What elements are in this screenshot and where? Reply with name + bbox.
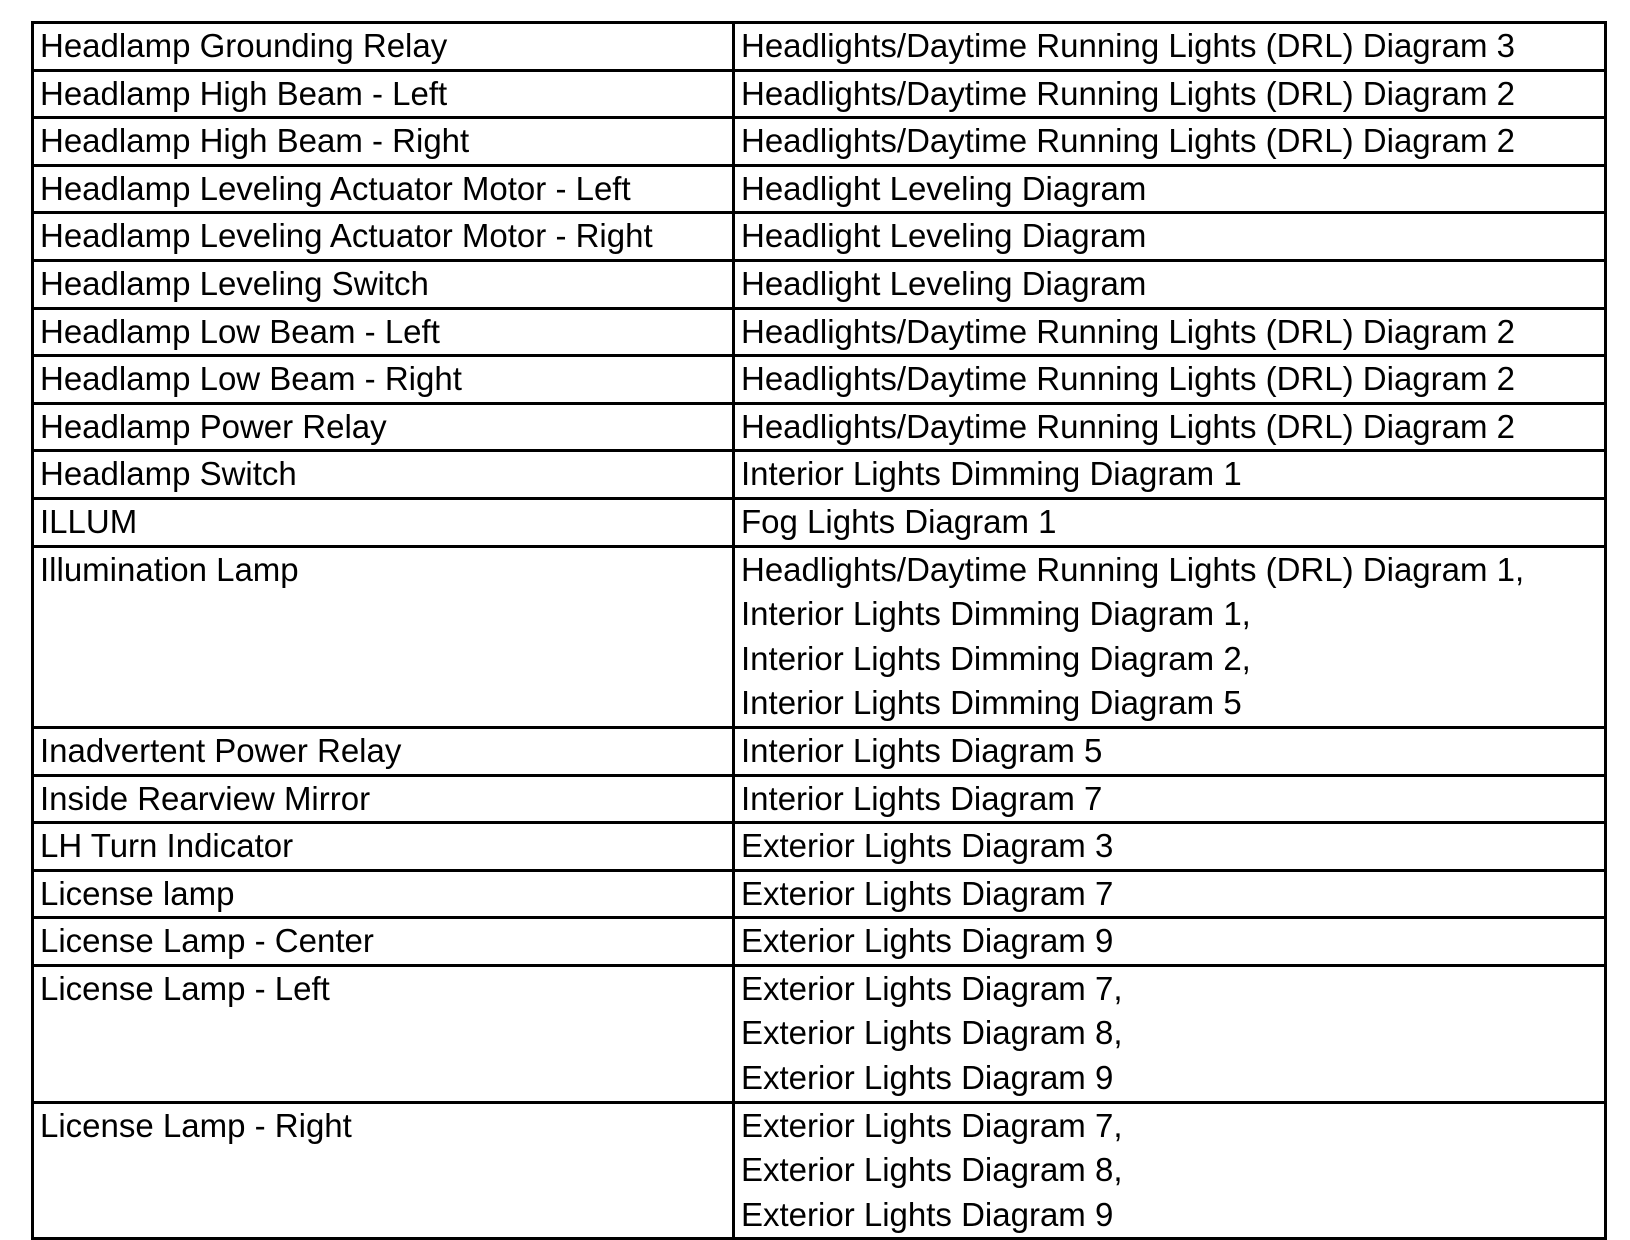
diagram-reference-cell: [734, 451, 1606, 499]
component-name-cell: [33, 498, 734, 546]
diagram-reference-cell: [734, 727, 1606, 775]
component-name: Illumination Lamp: [40, 550, 299, 588]
component-name-cell: [33, 118, 734, 166]
component-name: License lamp: [40, 874, 235, 912]
diagram-reference-cell: [734, 403, 1606, 451]
table-row: [33, 23, 1606, 71]
table-row: [33, 870, 1606, 918]
table-row: [33, 451, 1606, 499]
diagram-reference: Headlights/Daytime Running Lights (DRL) Diagram 2: [741, 122, 1516, 160]
component-name: License Lamp - Right: [40, 1106, 352, 1144]
diagram-reference: Headlights/Daytime Running Lights (DRL) Diagram 1,: [741, 550, 1525, 588]
component-name: ILLUM: [40, 502, 138, 540]
diagram-reference-cell: [734, 918, 1606, 966]
component-name-cell: [33, 260, 734, 308]
table-row: [33, 823, 1606, 871]
diagram-reference-cell: [734, 965, 1606, 1102]
table-row: [33, 775, 1606, 823]
table-row: [33, 918, 1606, 966]
diagram-reference-cell: [734, 356, 1606, 404]
diagram-reference: Exterior Lights Diagram 7: [741, 874, 1114, 912]
diagram-reference: Interior Lights Dimming Diagram 2,: [741, 639, 1251, 677]
table-row: [33, 965, 1606, 1102]
component-name-cell: [33, 727, 734, 775]
component-name-cell: [33, 451, 734, 499]
component-name: Headlamp High Beam - Right: [40, 122, 470, 160]
diagram-reference-cell: [734, 70, 1606, 118]
table-row: [33, 356, 1606, 404]
component-name: Headlamp Power Relay: [40, 407, 387, 445]
table-row: [33, 1102, 1606, 1239]
diagram-reference-cell: [734, 546, 1606, 727]
diagram-reference-cell: [734, 1102, 1606, 1239]
table-row: [33, 546, 1606, 727]
diagram-reference: Interior Lights Diagram 7: [741, 779, 1103, 817]
component-name: Headlamp Grounding Relay: [40, 27, 448, 64]
diagram-reference: Interior Lights Dimming Diagram 5: [741, 684, 1242, 722]
table-row: [33, 308, 1606, 356]
component-name-cell: [33, 213, 734, 261]
diagram-reference: Fog Lights Diagram 1: [741, 502, 1057, 540]
diagram-reference: Interior Lights Diagram 5: [741, 731, 1103, 769]
component-name-cell: [33, 870, 734, 918]
table-row: [33, 498, 1606, 546]
diagram-reference-cell: [734, 498, 1606, 546]
component-diagram-index-table: [31, 21, 1607, 1240]
diagram-reference: Interior Lights Dimming Diagram 1,: [741, 595, 1251, 633]
diagram-reference: Exterior Lights Diagram 7,: [741, 1106, 1123, 1144]
component-name-cell: [33, 823, 734, 871]
diagram-reference-cell: [734, 213, 1606, 261]
component-name: Headlamp Leveling Actuator Motor - Right: [40, 217, 653, 255]
diagram-reference: Exterior Lights Diagram 9: [741, 1195, 1114, 1233]
component-name-cell: [33, 165, 734, 213]
diagram-reference: Exterior Lights Diagram 8,: [741, 1014, 1123, 1052]
component-name: License Lamp - Left: [40, 969, 330, 1007]
table-row: [33, 727, 1606, 775]
diagram-reference: Interior Lights Dimming Diagram 1: [741, 455, 1242, 493]
table-row: [33, 213, 1606, 261]
component-name: LH Turn Indicator: [40, 827, 294, 865]
component-name: Headlamp Low Beam - Left: [40, 312, 440, 350]
diagram-reference: Headlight Leveling Diagram: [741, 217, 1147, 255]
diagram-reference: Headlights/Daytime Running Lights (DRL) Diagram 3: [741, 27, 1516, 64]
diagram-reference: Headlight Leveling Diagram: [741, 264, 1147, 302]
diagram-reference: Headlights/Daytime Running Lights (DRL) Diagram 2: [741, 407, 1516, 445]
component-name: Headlamp Leveling Switch: [40, 264, 429, 302]
diagram-reference-cell: [734, 118, 1606, 166]
diagram-reference-cell: [734, 165, 1606, 213]
diagram-reference-cell: [734, 260, 1606, 308]
diagram-reference-cell: [734, 775, 1606, 823]
table-body: [33, 23, 1606, 1239]
table-row: [33, 118, 1606, 166]
component-name: Headlamp Switch: [40, 455, 297, 493]
diagram-reference: Headlights/Daytime Running Lights (DRL) Diagram 2: [741, 360, 1516, 398]
table-row: [33, 403, 1606, 451]
table-row: [33, 70, 1606, 118]
diagram-reference-cell: [734, 823, 1606, 871]
table-row: [33, 165, 1606, 213]
component-name: Inside Rearview Mirror: [40, 779, 371, 817]
component-name: Headlamp Low Beam - Right: [40, 360, 462, 398]
component-name-cell: [33, 965, 734, 1102]
component-name-cell: [33, 23, 734, 71]
component-name-cell: [33, 308, 734, 356]
diagram-reference-cell: [734, 308, 1606, 356]
component-name: License Lamp - Center: [40, 922, 374, 960]
diagram-reference: Headlights/Daytime Running Lights (DRL) Diagram 2: [741, 312, 1516, 350]
component-name-cell: [33, 546, 734, 727]
diagram-reference-cell: [734, 870, 1606, 918]
component-name-cell: [33, 403, 734, 451]
diagram-reference-cell: [734, 23, 1606, 71]
diagram-reference: Exterior Lights Diagram 3: [741, 827, 1114, 865]
diagram-reference: Headlights/Daytime Running Lights (DRL) Diagram 2: [741, 74, 1516, 112]
component-name-cell: [33, 70, 734, 118]
diagram-reference: Exterior Lights Diagram 8,: [741, 1151, 1123, 1189]
component-name: Headlamp Leveling Actuator Motor - Left: [40, 169, 631, 207]
table-row: [33, 260, 1606, 308]
diagram-reference: Headlight Leveling Diagram: [741, 169, 1147, 207]
component-name: Inadvertent Power Relay: [40, 731, 402, 769]
component-name-cell: [33, 1102, 734, 1239]
diagram-reference: Exterior Lights Diagram 9: [741, 1059, 1114, 1097]
component-name-cell: [33, 356, 734, 404]
diagram-reference: Exterior Lights Diagram 9: [741, 922, 1114, 960]
diagram-reference: Exterior Lights Diagram 7,: [741, 969, 1123, 1007]
component-name: Headlamp High Beam - Left: [40, 74, 448, 112]
index-sheet: [31, 21, 1604, 1240]
component-name-cell: [33, 918, 734, 966]
component-name-cell: [33, 775, 734, 823]
